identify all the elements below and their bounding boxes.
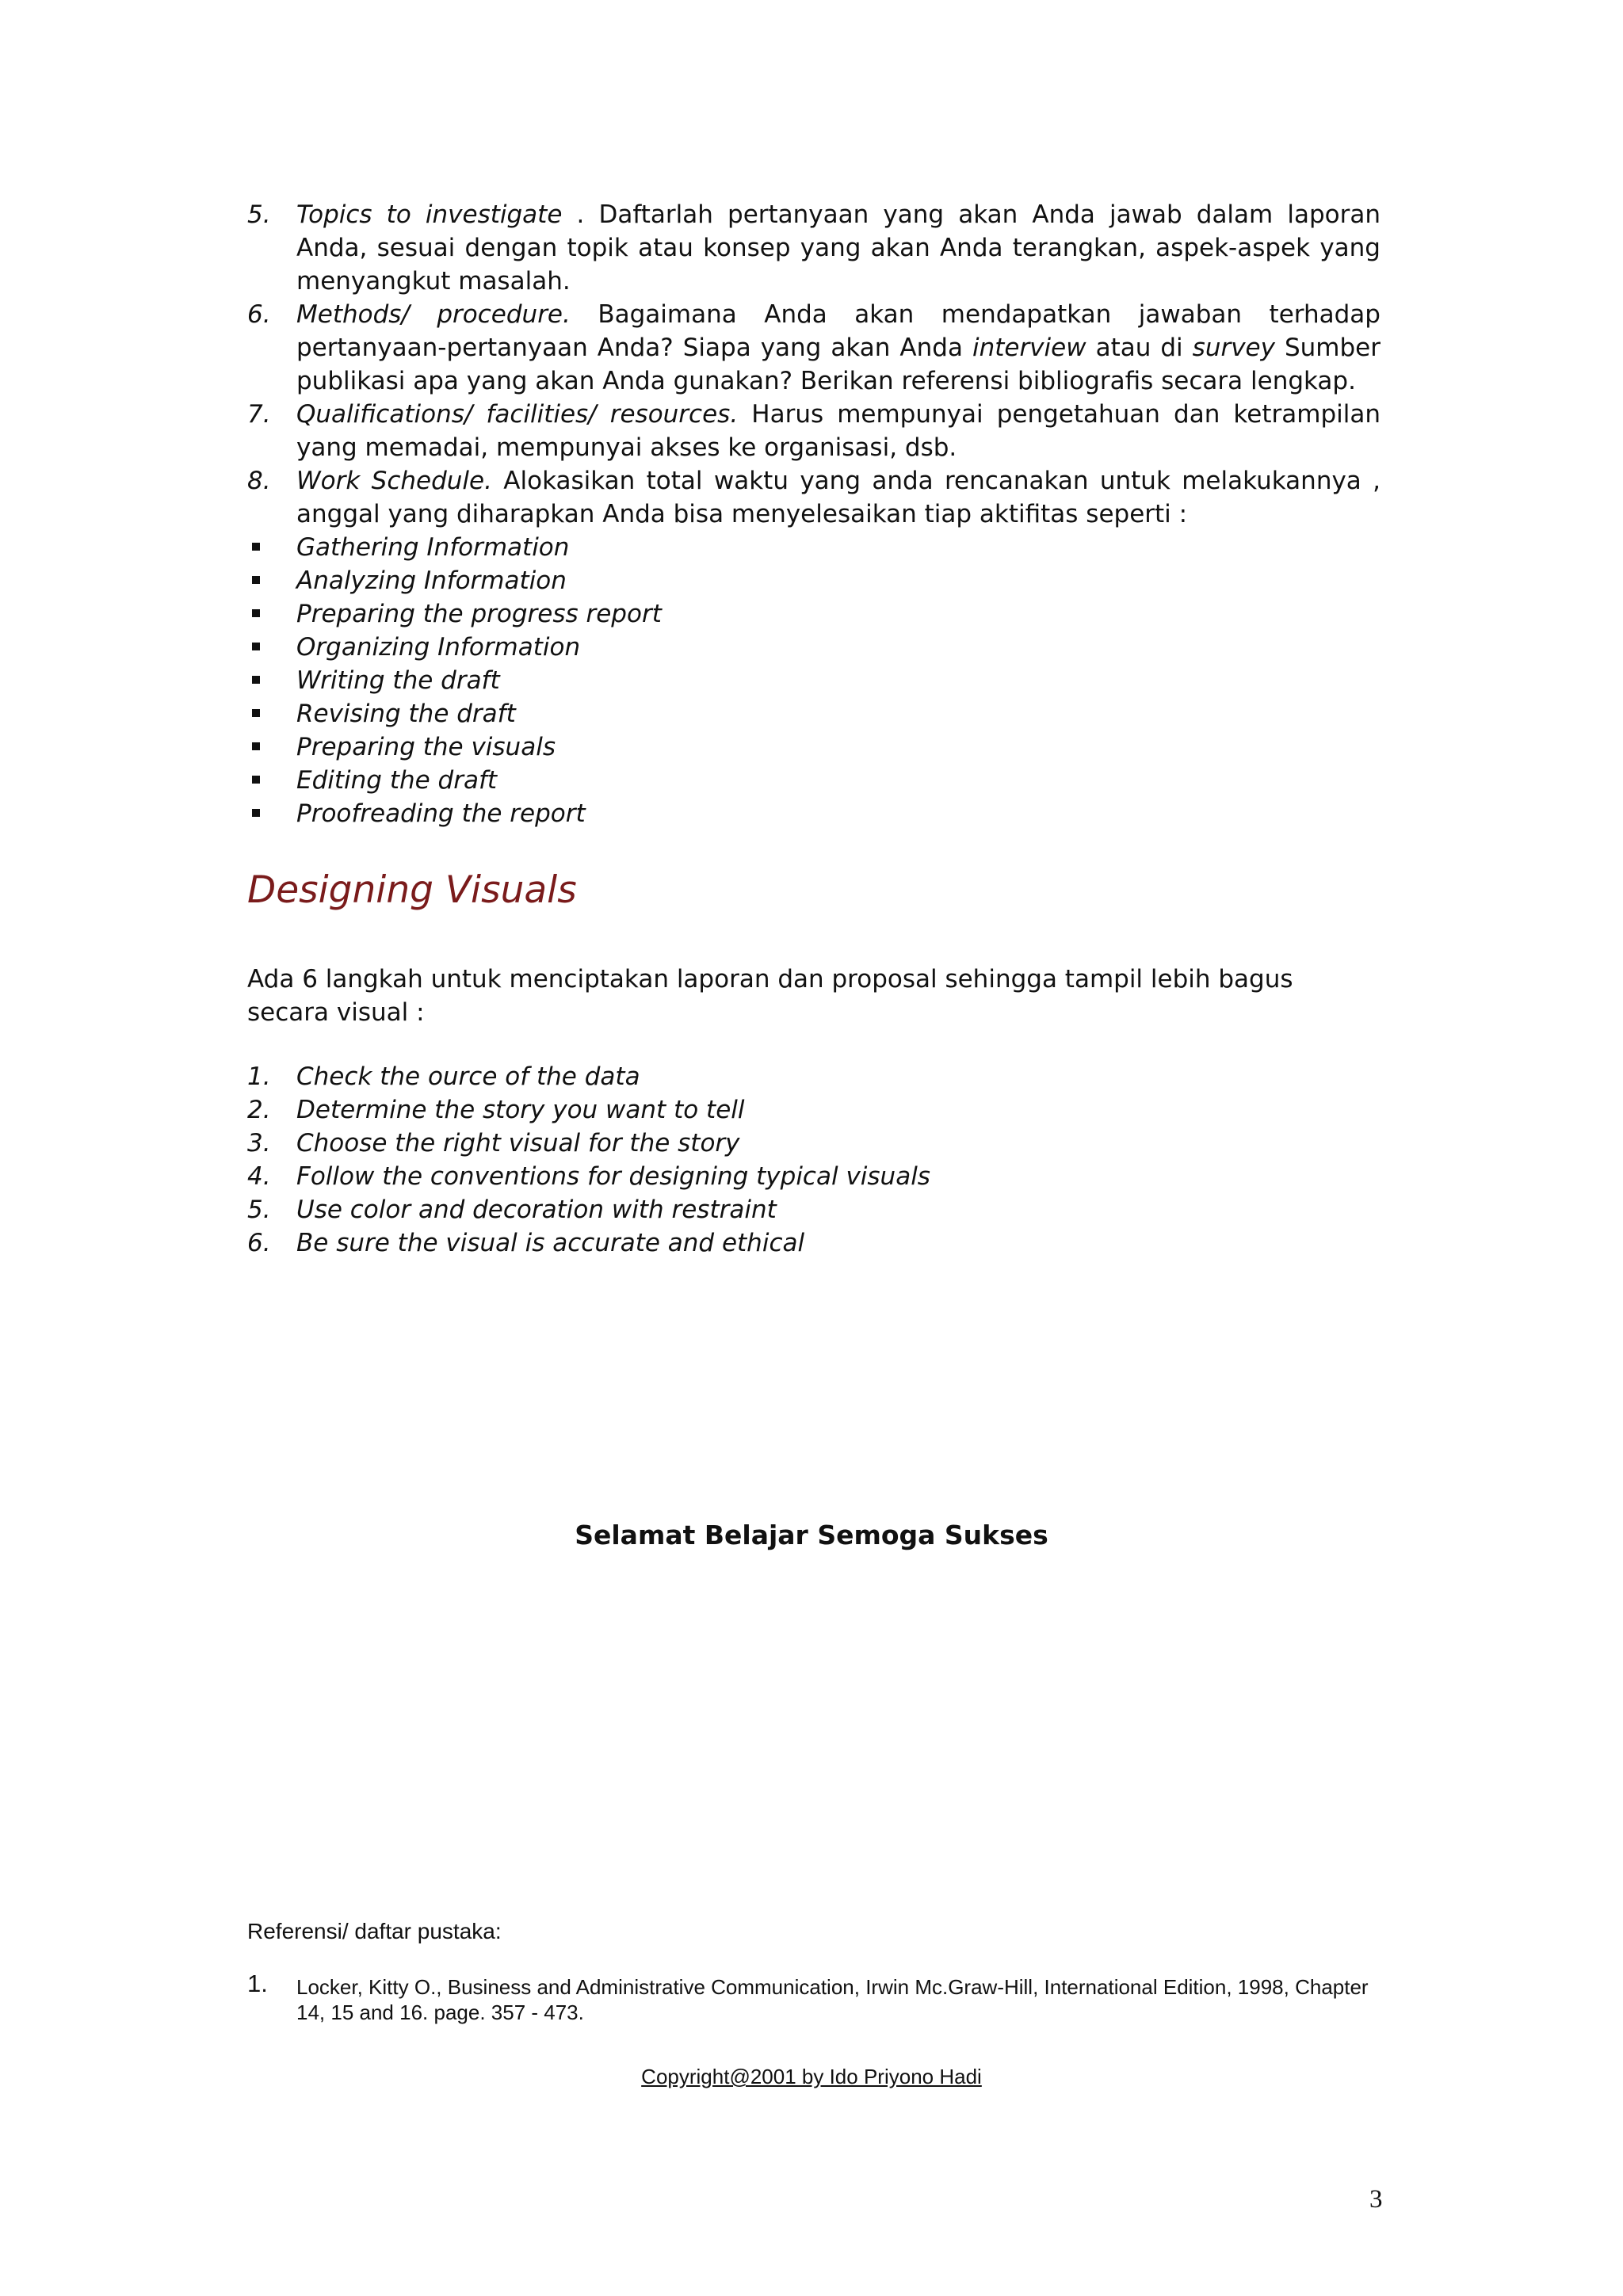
step-text: Check the ource of the data bbox=[296, 1062, 640, 1091]
step-text: Determine the story you want to tell bbox=[296, 1096, 745, 1124]
step-number: 5. bbox=[247, 1196, 271, 1224]
step-item bbox=[247, 1160, 1381, 1193]
copyright-notice: Copyright@2001 by Ido Priyono Hadi bbox=[641, 2065, 982, 2088]
list-item-text: . Daftarlah pertanyaan yang akan Anda jawab dalam laporan Anda, sesuai dengan topik atau konsep yang akan Anda terangkan, aspek-aspek yang menyangkut masalah. bbox=[296, 200, 1381, 296]
step-text: Choose the right visual for the story bbox=[296, 1129, 740, 1158]
step-item bbox=[247, 1226, 1381, 1260]
reference-item bbox=[247, 1970, 1381, 2025]
list-item-work-schedule bbox=[247, 464, 1381, 531]
emphasis-survey: survey bbox=[1192, 334, 1275, 362]
numbered-list-top bbox=[247, 198, 1381, 830]
step-text: Use color and decoration with restraint bbox=[296, 1196, 777, 1224]
step-text: Follow the conventions for designing typical visuals bbox=[296, 1162, 930, 1191]
step-item bbox=[247, 1193, 1381, 1226]
bullet-item: Writing the draft bbox=[247, 664, 1381, 697]
reference-number: 1. bbox=[247, 1970, 268, 1997]
bullet-item: Analyzing Information bbox=[247, 564, 1381, 597]
list-item-lead: Qualifications/ facilities/ resources. bbox=[296, 400, 739, 429]
step-number: 6. bbox=[247, 1229, 271, 1257]
closing-message: Selamat Belajar Semoga Sukses bbox=[575, 1520, 1048, 1550]
list-item-text: atau di bbox=[1086, 334, 1193, 362]
list-number: 8. bbox=[247, 467, 271, 495]
bullet-item: Gathering Information bbox=[247, 531, 1381, 564]
bullet-item: Organizing Information bbox=[247, 631, 1381, 664]
step-item bbox=[247, 1127, 1381, 1160]
bullet-item: Preparing the visuals bbox=[247, 730, 1381, 764]
list-number: 7. bbox=[247, 400, 271, 429]
activity-bullet-list bbox=[247, 531, 1381, 830]
step-number: 3. bbox=[247, 1129, 271, 1158]
bullet-item: Preparing the progress report bbox=[247, 597, 1381, 631]
list-item-text: Sumber publikasi apa yang akan Anda gunakan? Berikan referensi bibliografis secara lengkap. bbox=[296, 334, 1381, 395]
section-heading: Designing Visuals bbox=[247, 868, 577, 912]
intro-paragraph: Ada 6 langkah untuk menciptakan laporan dan proposal sehingga tampil lebih bagus secara visual : bbox=[247, 965, 1293, 1027]
list-item-qualifications bbox=[247, 398, 1381, 464]
references-label: Referensi/ daftar pustaka: bbox=[247, 1919, 502, 1943]
bullet-item: Proofreading the report bbox=[247, 797, 1381, 830]
list-item-text: Alokasikan total waktu yang anda rencanakan untuk melakukannya , anggal yang diharapkan Anda bisa menyelesaikan tiap aktifitas seperti : bbox=[296, 467, 1381, 528]
bullet-item: Editing the draft bbox=[247, 764, 1381, 797]
list-item-text: Bagaimana Anda akan mendapatkan jawaban terhadap pertanyaan-pertanyaan Anda? Siapa yang akan Anda bbox=[296, 300, 1381, 362]
list-number: 5. bbox=[247, 200, 271, 229]
list-item-lead: Methods/ procedure. bbox=[296, 300, 571, 329]
page-number: 3 bbox=[1369, 2185, 1383, 2214]
steps-list bbox=[247, 1060, 1381, 1260]
step-text: Be sure the visual is accurate and ethical bbox=[296, 1229, 805, 1257]
list-item-lead: Topics to investigate bbox=[296, 200, 563, 229]
step-item bbox=[247, 1060, 1381, 1093]
step-number: 2. bbox=[247, 1096, 271, 1124]
list-item-lead: Work Schedule. bbox=[296, 467, 492, 495]
step-number: 1. bbox=[247, 1062, 271, 1091]
list-item-text: Harus mempunyai pengetahuan dan ketrampilan yang memadai, mempunyai akses ke organisasi, dsb. bbox=[296, 400, 1381, 462]
list-item-methods bbox=[247, 298, 1381, 398]
list-item-topics bbox=[247, 198, 1381, 298]
step-number: 4. bbox=[247, 1162, 271, 1191]
list-number: 6. bbox=[247, 300, 271, 329]
emphasis-interview: interview bbox=[972, 334, 1086, 362]
bullet-item: Revising the draft bbox=[247, 697, 1381, 730]
step-item bbox=[247, 1093, 1381, 1127]
reference-text: Locker, Kitty O., Business and Administrative Communication, Irwin Mc.Graw-Hill, International Edition, 1998, Chapter 14, 15 and 16. page. 357 - 473. bbox=[296, 1975, 1369, 2024]
